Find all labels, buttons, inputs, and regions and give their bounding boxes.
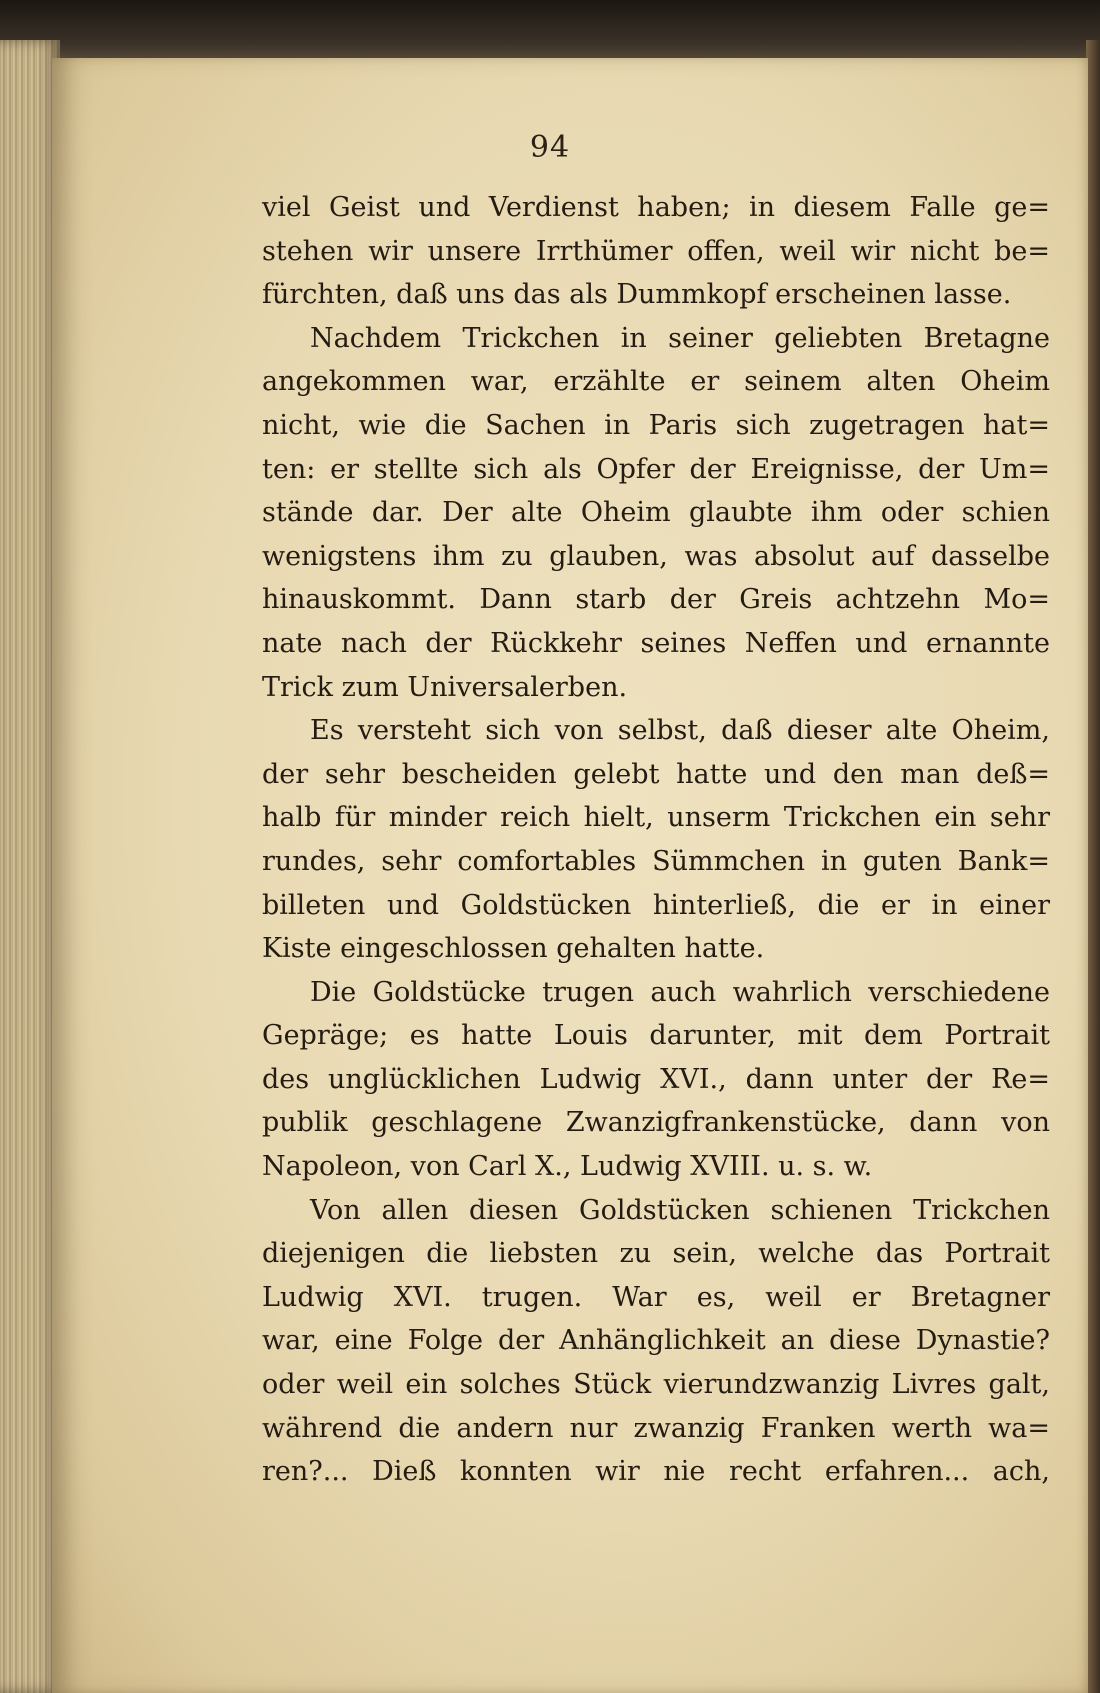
text-line: Napoleon, von Carl X., Ludwig XVIII. u. s. w. (262, 1151, 873, 1183)
text-line: nicht, wie die Sachen in Paris sich zugetragen hat= (262, 409, 1050, 441)
text-line: Gepräge; es hatte Louis darunter, mit dem Portrait (262, 1020, 1050, 1052)
text-line: fürchten, daß uns das als Dummkopf erscheinen lasse. (262, 279, 1012, 311)
top-shadow (0, 0, 1100, 62)
text-line: der sehr bescheiden gelebt hatte und den man deß= (262, 758, 1050, 790)
text-line: Es versteht sich von selbst, daß dieser alte Oheim, (310, 715, 1050, 747)
text-line: Ludwig XVI. trugen. War es, weil er Bretagner (262, 1281, 1050, 1313)
text-line: während die andern nur zwanzig Franken werth wa= (262, 1412, 1050, 1444)
page-number: 94 (529, 130, 571, 165)
book-cover-edge (1086, 40, 1100, 1693)
text-line: Von allen diesen Goldstücken schienen Trickchen (310, 1194, 1050, 1226)
text-line: angekommen war, erzählte er seinem alten Oheim (262, 366, 1050, 398)
text-line: publik geschlagene Zwanzigfrankenstücke, dann von (262, 1107, 1050, 1139)
text-line: stehen wir unsere Irrthümer offen, weil wir nicht be= (262, 235, 1050, 267)
text-line: nate nach der Rückkehr seines Neffen und ernannte (262, 627, 1050, 659)
text-line: viel Geist und Verdienst haben; in diesem Falle ge= (262, 192, 1050, 223)
text-line: Trick zum Universalerben. (262, 671, 628, 703)
text-line: des unglücklichen Ludwig XVI., dann unter der Re= (262, 1063, 1050, 1095)
text-line: stände dar. Der alte Oheim glaubte ihm oder schien (262, 497, 1050, 529)
text-line: rundes, sehr comfortables Sümmchen in guten Bank= (262, 845, 1050, 877)
text-line: Die Goldstücke trugen auch wahrlich verschiedene (310, 976, 1050, 1008)
body-text (262, 186, 1050, 1494)
text-line: wenigstens ihm zu glauben, was absolut auf dasselbe (262, 540, 1050, 572)
text-line: billeten und Goldstücken hinterließ, die er in einer (262, 889, 1050, 921)
text-line: halb für minder reich hielt, unserm Trickchen ein sehr (262, 802, 1050, 834)
text-line: diejenigen die liebsten zu sein, welche das Portrait (262, 1238, 1050, 1270)
text-line: Kiste eingeschlossen gehalten hatte. (262, 933, 765, 965)
text-line: ren?... Dieß konnten wir nie recht erfahren... ach, (262, 1456, 1050, 1488)
text-line: oder weil ein solches Stück vierundzwanzig Livres galt, (262, 1369, 1050, 1401)
text-line: ten: er stellte sich als Opfer der Ereignisse, der Um= (262, 453, 1050, 485)
text-line: war, eine Folge der Anhänglichkeit an diese Dynastie? (262, 1325, 1050, 1357)
text-line: Nachdem Trickchen in seiner geliebten Bretagne (310, 322, 1050, 354)
text-line: hinauskommt. Dann starb der Greis achtzehn Mo= (262, 584, 1050, 616)
book-page-edges (0, 40, 60, 1693)
